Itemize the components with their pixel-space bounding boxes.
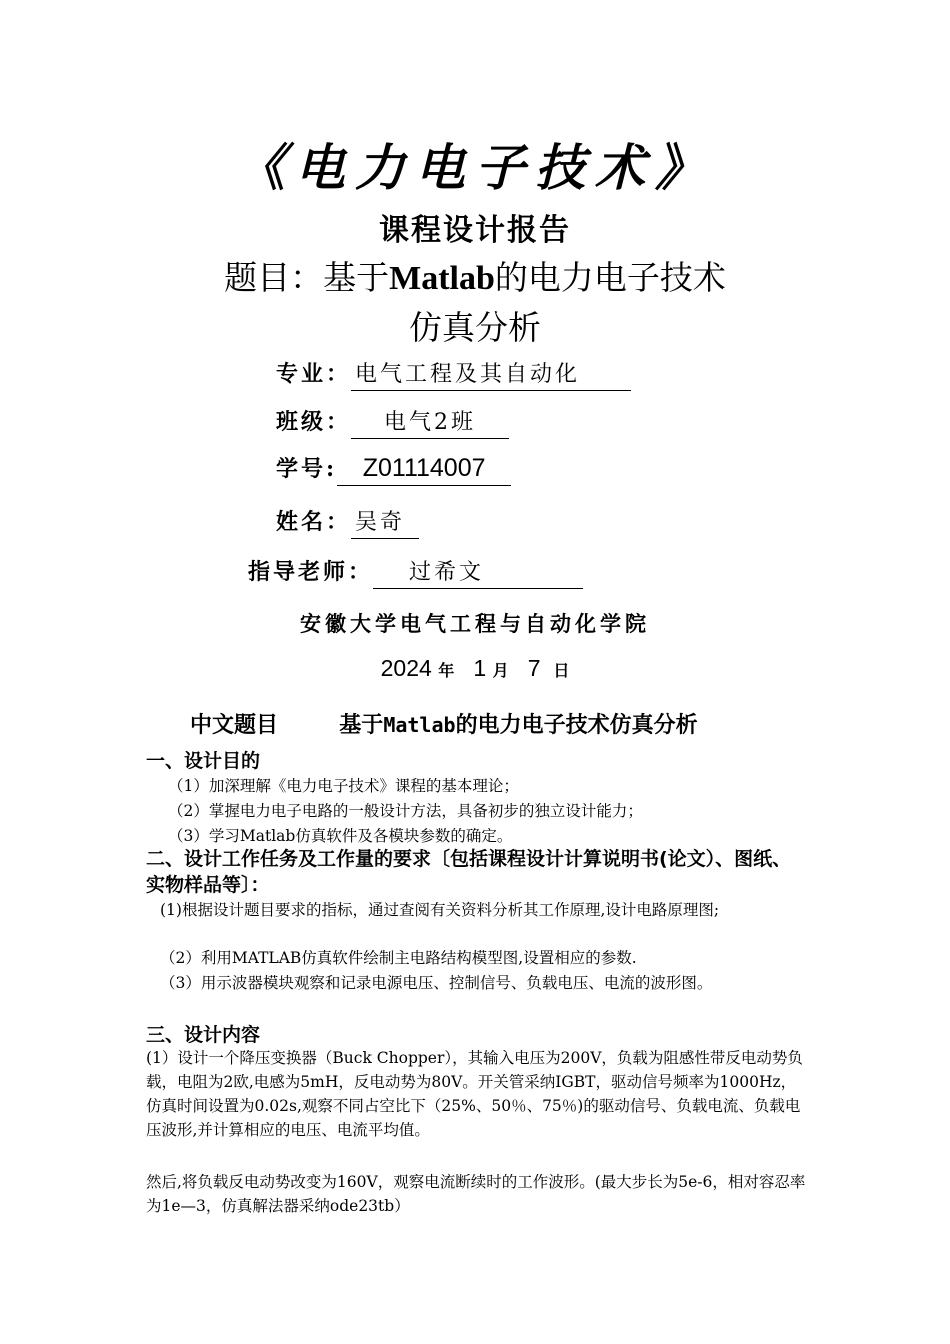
section-1-item: （2）掌握电力电子电路的一般设计方法，具备初步的独立设计能力；	[168, 802, 643, 820]
advisor-value: 过希文	[373, 555, 583, 589]
date-month-unit: 月	[492, 663, 509, 680]
topic-latin: Matlab	[389, 260, 495, 297]
chinese-topic-label: 中文题目	[190, 713, 279, 738]
name-value: 吴奇	[351, 505, 419, 539]
class-label: 班级：	[276, 409, 352, 435]
student-id-value: Z01114007	[337, 454, 511, 486]
advisor-label: 指导老师：	[248, 559, 374, 585]
major-label: 专业：	[276, 361, 352, 387]
chinese-topic-latin: Matlab	[383, 713, 456, 737]
section-2-item: （2）利用MATLAB仿真软件绘制主电路结构模型图,设置相应的参数.	[160, 949, 637, 967]
date-day: 7	[527, 655, 541, 681]
class-field	[276, 405, 509, 439]
section-3-heading: 三、设计内容	[146, 1024, 261, 1046]
date-day-unit: 日	[553, 663, 570, 680]
section-1-item: （3）学习Matlab仿真软件及各模块参数的确定。	[168, 827, 513, 845]
chinese-topic	[190, 708, 698, 739]
date-year: 2024	[380, 655, 432, 681]
advisor-field	[248, 555, 583, 589]
class-value: 电气2班	[351, 405, 509, 439]
date-month: 1	[473, 655, 487, 681]
major-field	[276, 357, 631, 391]
student-id-label: 学号:	[276, 456, 338, 482]
student-id-field	[276, 452, 511, 486]
school-name: 安徽大学电气工程与自动化学院	[300, 611, 650, 636]
major-value: 电气工程及其自动化	[351, 357, 631, 391]
name-label: 姓名：	[276, 509, 352, 535]
date-year-unit: 年	[438, 663, 455, 680]
report-main-title: 《电力电子技术》	[235, 138, 715, 197]
report-date	[0, 655, 950, 682]
topic-line-2: 仿真分析	[409, 308, 541, 347]
topic-suffix: 的电力电子技术	[494, 258, 726, 297]
section-1-item: （1）加深理解《电力电子技术》课程的基本理论；	[168, 777, 519, 795]
section-2-heading: 二、设计工作任务及工作量的要求〔包括课程设计计算说明书(论文）、图纸、实物样品等〕：	[146, 848, 792, 896]
section-3-paragraph-1: (1）设计一个降压变换器（Buck Chopper），其输入电压为200V，负载为阻感性带反电动势负载，电阻为2欧,电感为5mH，反电动势为80V。开关管采纳IGBT，驱动信号频率为1000Hz，仿真时间设置为0.02s,观察不同占空比下（25%、50％、75％)的驱动信号、负载电流、负载电压波形,并计算相应的电压、电流平均值。	[146, 1049, 803, 1139]
chinese-topic-prefix: 基于	[339, 713, 384, 738]
topic-prefix: 题目：基于	[224, 258, 390, 297]
section-2-item: （3）用示波器模块观察和记录电源电压、控制信号、负载电压、电流的波形图。	[160, 974, 713, 992]
section-2-item: (1)根据设计题目要求的指标，通过查阅有关资料分析其工作原理,设计电路原理图;	[160, 901, 720, 919]
topic-line-1	[0, 252, 950, 299]
section-1-heading: 一、设计目的	[146, 750, 261, 772]
report-subtitle: 课程设计报告	[379, 213, 571, 248]
chinese-topic-suffix: 的电力电子技术仿真分析	[455, 713, 698, 738]
name-field	[276, 505, 419, 539]
section-3-paragraph-2: 然后,将负载反电动势改变为160V，观察电流断续时的工作波形。(最大步长为5e-6，相对容忍率为1e—3，仿真解法器采纳ode23tb）	[146, 1173, 806, 1215]
